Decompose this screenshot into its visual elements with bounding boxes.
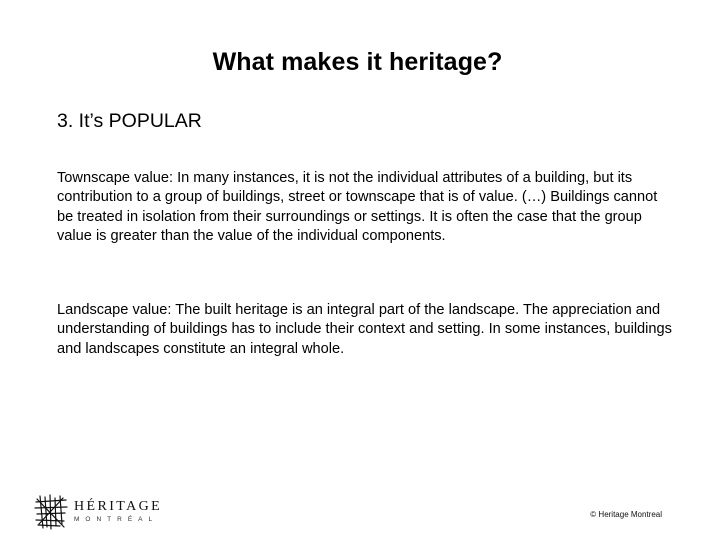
- copyright-notice: © Heritage Montreal: [590, 510, 662, 519]
- paragraph-text: The built heritage is an integral part of the landscape. The appreciation and understanding of buildings has to include their context and setting. In some instances, buildings and landscapes constitute an integral whole.: [57, 302, 672, 357]
- grid-sketch-icon: [34, 494, 68, 530]
- paragraph-lead: Townscape value:: [57, 170, 174, 186]
- paragraph-text: In many instances, it is not the individual attributes of a building, but its contribution to a group of buildings, street or townscape that is of value. (…) Buildings cannot be treated in isolation from their surroundings or settings. It is often the case that the group value is greater than the value of the individual components.: [57, 170, 658, 245]
- paragraph-lead: Landscape value:: [57, 302, 172, 318]
- slide-title: What makes it heritage?: [212, 48, 503, 76]
- paragraph-townscape-value: [57, 169, 672, 247]
- slide-subtitle: 3. It’s POPULAR: [57, 110, 202, 132]
- paragraph-landscape-value: [57, 301, 672, 359]
- heritage-montreal-logo: [34, 494, 163, 534]
- logo-subtitle: MONTRÉAL: [74, 516, 159, 523]
- logo-wordmark: HÉRITAGE: [74, 499, 163, 514]
